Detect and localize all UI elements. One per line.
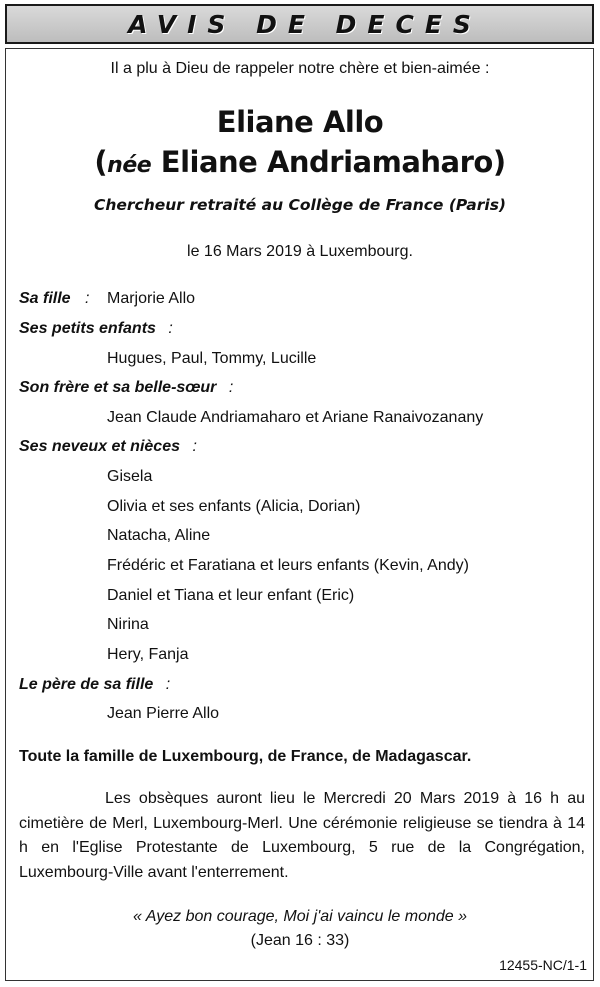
sibling-colon: : <box>228 379 234 396</box>
list-item: Hery, Fanja <box>107 646 189 663</box>
daughter-row <box>19 290 89 308</box>
notice-banner <box>5 4 594 44</box>
daughter-colon: : <box>85 290 90 307</box>
deceased-role: Chercheur retraité au Collège de France (Paris) <box>93 196 507 214</box>
sibling-names: Jean Claude Andriamaharo et Ariane Ranaivozanany <box>107 409 484 426</box>
grandchildren-colon: : <box>168 320 173 337</box>
open-paren: ( <box>94 145 108 179</box>
funeral-paragraph <box>19 787 585 885</box>
whole-family-line: Toute la famille de Luxembourg, de France, de Madagascar. <box>19 748 472 765</box>
bible-reference: (Jean 16 : 33) <box>250 932 350 949</box>
father-name: Jean Pierre Allo <box>107 705 220 722</box>
grandchildren-names: Hugues, Paul, Tommy, Lucille <box>107 350 317 367</box>
grandchildren-label: Ses petits enfants <box>19 320 156 337</box>
nephews-row <box>19 438 197 456</box>
grandchildren-row <box>19 320 173 338</box>
list-item: Olivia et ses enfants (Alicia, Dorian) <box>107 498 361 515</box>
reference-code: 12455-NC/1-1 <box>499 957 587 973</box>
notice-title: AVIS DE DECES <box>128 9 482 39</box>
father-label: Le père de sa fille <box>19 676 154 693</box>
daughter-label: Sa fille <box>19 290 71 307</box>
list-item: Frédéric et Faratiana et leurs enfants (Kevin, Andy) <box>107 557 469 574</box>
sibling-row <box>19 379 233 397</box>
nephews-label: Ses neveux et nièces <box>19 438 180 455</box>
nee-word: née <box>107 153 152 178</box>
list-item: Nirina <box>107 616 149 633</box>
list-item: Gisela <box>107 468 153 485</box>
nephews-colon: : <box>192 438 197 455</box>
intro-line: Il a plu à Dieu de rappeler notre chère et bien-aimée : <box>110 60 490 77</box>
father-colon: : <box>165 676 171 693</box>
deceased-name: Eliane Allo <box>216 105 384 139</box>
list-item: Natacha, Aline <box>107 527 211 544</box>
list-item: Daniel et Tiana et leur enfant (Eric) <box>107 587 355 604</box>
daughter-name: Marjorie Allo <box>107 290 196 307</box>
birth-name-line <box>0 145 600 179</box>
death-notice: le 16 Mars 2019 à Luxembourg. <box>187 243 413 260</box>
funeral-text: Les obsèques auront lieu le Mercredi 20 Mars 2019 à 16 h au cimetière de Merl, Luxembourg-Merl. Une cérémonie religieuse se tiendra à 14 h en l'Eglise Protestante de Luxembourg, 5 rue de la Congrégation, Luxembourg-Ville avant l'enterrement. <box>19 790 585 881</box>
bible-quote: « Ayez bon courage, Moi j'ai vaincu le monde » <box>132 908 468 925</box>
sibling-label: Son frère et sa belle-sœur <box>19 379 217 396</box>
birth-name: Eliane Andriamaharo) <box>151 145 506 179</box>
father-row <box>19 676 170 694</box>
